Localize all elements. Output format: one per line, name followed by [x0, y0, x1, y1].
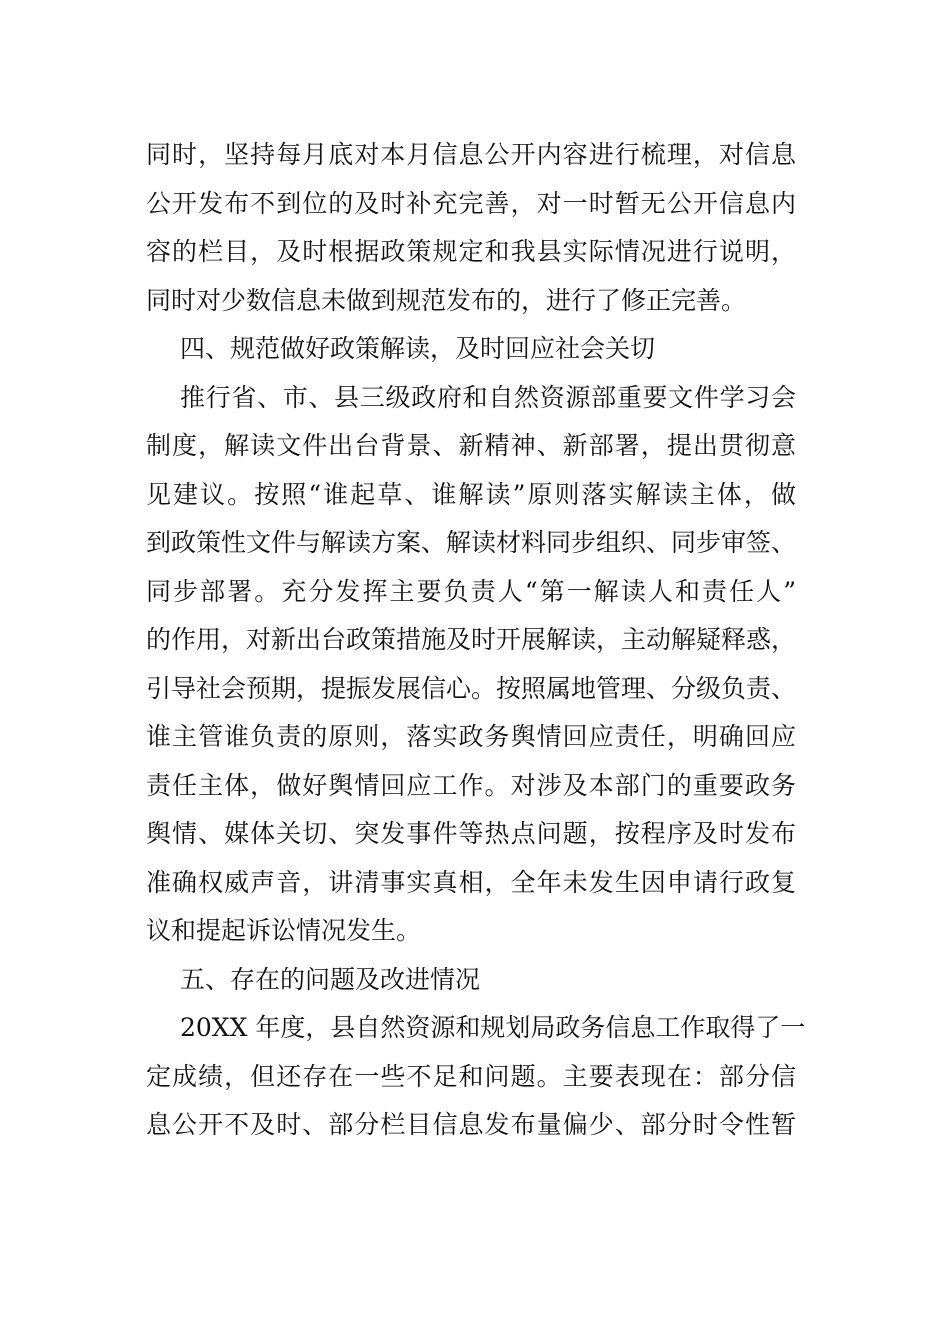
- text-line: 五、存在的问题及改进情况: [180, 964, 481, 994]
- text-line: 引导社会预期，提振发展信心。按照属地管理、分级负责、: [146, 673, 797, 703]
- text-line: 见建议。按照“谁起草、谁解读”原则落实解读主体，做: [146, 479, 796, 509]
- text-line: 息公开不及时、部分栏目信息发布量偏少、部分时令性暂: [146, 1110, 796, 1139]
- text-line: 容的栏目，及时根据政策规定和我县实际情况进行说明，: [146, 237, 796, 266]
- document-body: [146, 131, 806, 1150]
- text-line: 20XX 年度，县自然资源和规划局政务信息工作取得了一: [180, 1013, 806, 1042]
- text-line: 推行省、市、县三级政府和自然资源部重要文件学习会: [180, 382, 796, 412]
- text-line: 同时对少数信息未做到规范发布的，进行了修正完善。: [146, 285, 747, 315]
- text-line: 四、规范做好政策解读，及时回应社会关切: [180, 334, 656, 363]
- text-line: 责任主体，做好舆情回应工作。对涉及本部门的重要政务: [146, 770, 796, 800]
- text-line: 同时，坚持每月底对本月信息公开内容进行梳理，对信息: [146, 140, 796, 169]
- text-line: 谁主管谁负责的原则，落实政务舆情回应责任，明确回应: [146, 722, 796, 751]
- text-line: 定成绩，但还存在一些不足和问题。主要表现在：部分信: [146, 1061, 796, 1091]
- text-line: 舆情、媒体关切、突发事件等热点问题，按程序及时发布: [146, 819, 796, 848]
- text-line: 议和提起诉讼情况发生。: [146, 916, 422, 945]
- text-line: 公开发布不到位的及时补充完善，对一时暂无公开信息内: [146, 188, 796, 218]
- text-line: 制度，解读文件出台背景、新精神、新部署，提出贯彻意: [146, 431, 796, 460]
- text-line: 到政策性文件与解读方案、解读材料同步组织、同步审签、: [146, 528, 797, 557]
- text-line: 准确权威声音，讲清事实真相，全年未发生因申请行政复: [146, 867, 796, 897]
- text-line: 同步部署。充分发挥主要负责人“第一解读人和责任人”: [146, 576, 796, 606]
- text-line: 的作用，对新出台政策措施及时开展解读，主动解疑释惑，: [146, 625, 797, 654]
